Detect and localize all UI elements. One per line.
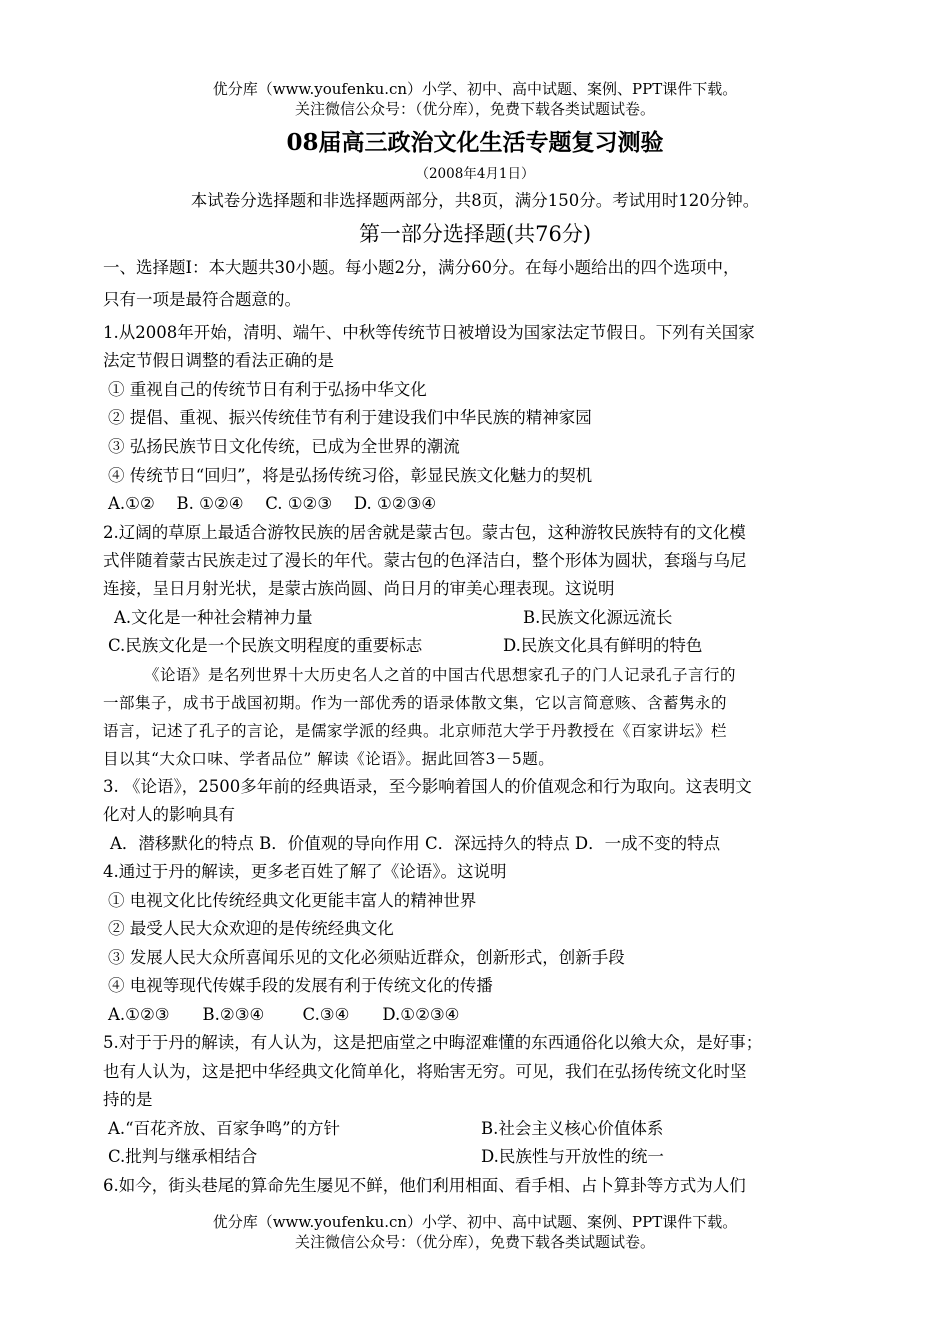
q4-item-3: ③ 发展人民大众所喜闻乐见的文化必须贴近群众，创新形式，创新手段 <box>108 948 625 967</box>
q2-stem-line-3: 连接，呈日月射光状，是蒙古族尚圆、尚日月的审美心理表现。这说明 <box>103 579 615 598</box>
q6-stem-line-1: 6.如今，街头巷尾的算命先生屡见不鲜，他们利用相面、看手相、占卜算卦等方式为人们 <box>103 1176 746 1195</box>
header-line-1: 优分库（www.youfenku.cn）小学、初中、高中试题、案例、PPT课件下载。 <box>212 80 738 98</box>
footer-line-1: 优分库（www.youfenku.cn）小学、初中、高中试题、案例、PPT课件下载。 <box>212 1213 738 1231</box>
q4-item-4: ④ 电视等现代传媒手段的发展有利于传统文化的传播 <box>108 976 493 995</box>
q5-stem-line-3: 持的是 <box>103 1090 153 1109</box>
q1-item-2: ② 提倡、重视、振兴传统佳节有利于建设我们中华民族的精神家园 <box>108 408 592 427</box>
part-one-title: 第一部分选择题(共76分) <box>358 222 592 246</box>
exam-intro: 本试卷分选择题和非选择题两部分，共8页，满分150分。考试用时120分钟。 <box>190 191 760 210</box>
q3-options: A．潜移默化的特点 B．价值观的导向作用 C．深远持久的特点 D．一成不变的特点 <box>110 834 721 853</box>
exam-date: （2008年4月1日） <box>415 166 535 182</box>
q2-option-b: B.民族文化源远流长 <box>523 608 673 627</box>
passage-line-2: 一部集子，成书于战国初期。作为一部优秀的语录体散文集，它以言简意赅、含蓄隽永的 <box>103 694 728 712</box>
q4-item-1: ① 电视文化比传统经典文化更能丰富人的精神世界 <box>108 891 477 910</box>
q5-option-d: D.民族性与开放性的统一 <box>481 1147 664 1166</box>
q2-option-c: C.民族文化是一个民族文明程度的重要标志 <box>108 636 423 655</box>
passage-line-1: 《论语》是名列世界十大历史名人之首的中国古代思想家孔子的门人记录孔子言行的 <box>144 666 737 684</box>
q2-option-d: D.民族文化具有鲜明的特色 <box>503 636 703 655</box>
section-intro-line-1: 一、选择题Ⅰ：本大题共30小题。每小题2分，满分60分。在每小题给出的四个选项中， <box>103 258 740 277</box>
q2-stem-line-1: 2.辽阔的草原上最适合游牧民族的居舍就是蒙古包。蒙古包，这种游牧民族特有的文化模 <box>103 523 746 542</box>
q5-option-c: C.批判与继承相结合 <box>108 1147 258 1166</box>
footer-line-2: 关注微信公众号：（优分库），免费下载各类试题试卷。 <box>294 1233 655 1251</box>
q4-options: A.①②③ B.②③④ C.③④ D.①②③④ <box>108 1005 460 1024</box>
q1-options: A.①② B. ①②④ C. ①②③ D. ①②③④ <box>108 494 437 513</box>
q1-item-3: ③ 弘扬民族节日文化传统，已成为全世界的潮流 <box>108 437 460 456</box>
section-intro-line-2: 只有一项是最符合题意的。 <box>103 290 301 309</box>
passage-line-4: 目以其“大众口味、学者品位” 解读《论语》。据此回答3－5题。 <box>103 750 555 768</box>
q4-item-2: ② 最受人民大众欢迎的是传统经典文化 <box>108 919 394 938</box>
q2-stem-line-2: 式伴随着蒙古民族走过了漫长的年代。蒙古包的色泽洁白，整个形体为圆状，套瑙与乌尼 <box>103 551 747 570</box>
q1-stem-line-2: 法定节假日调整的看法正确的是 <box>103 351 334 370</box>
q1-item-1: ① 重视自己的传统节日有利于弘扬中华文化 <box>108 380 427 399</box>
q5-option-b: B.社会主义核心价值体系 <box>481 1119 664 1138</box>
q1-stem-line-1: 1.从2008年开始，清明、端午、中秋等传统节日被增设为国家法定节假日。下列有关国家 <box>103 323 755 342</box>
page-title: 08届高三政治文化生活专题复习测验 <box>286 129 664 156</box>
q5-stem-line-2: 也有人认为，这是把中华经典文化简单化，将贻害无穷。可见，我们在弘扬传统文化时坚 <box>103 1062 747 1081</box>
q5-stem-line-1: 5.对于于丹的解读，有人认为，这是把庙堂之中晦涩难懂的东西通俗化以飨大众，是好事； <box>103 1033 763 1052</box>
passage-line-3: 语言，记述了孔子的言论，是儒家学派的经典。北京师范大学于丹教授在《百家讲坛》栏 <box>103 722 728 740</box>
q2-option-a: A.文化是一种社会精神力量 <box>114 608 313 627</box>
header-line-2: 关注微信公众号：（优分库），免费下载各类试题试卷。 <box>294 100 655 118</box>
q3-stem-line-2: 化对人的影响具有 <box>103 805 235 824</box>
q3-stem-line-1: 3. 《论语》，2500多年前的经典语录，至今影响着国人的价值观念和行为取向。这表明文 <box>103 777 752 796</box>
q1-item-4: ④ 传统节日“回归”，将是弘扬传统习俗，彰显民族文化魅力的契机 <box>108 466 593 485</box>
q4-stem: 4.通过于丹的解读，更多老百姓了解了《论语》。这说明 <box>103 862 507 881</box>
q5-option-a: A.“百花齐放、百家争鸣”的方针 <box>108 1119 341 1138</box>
